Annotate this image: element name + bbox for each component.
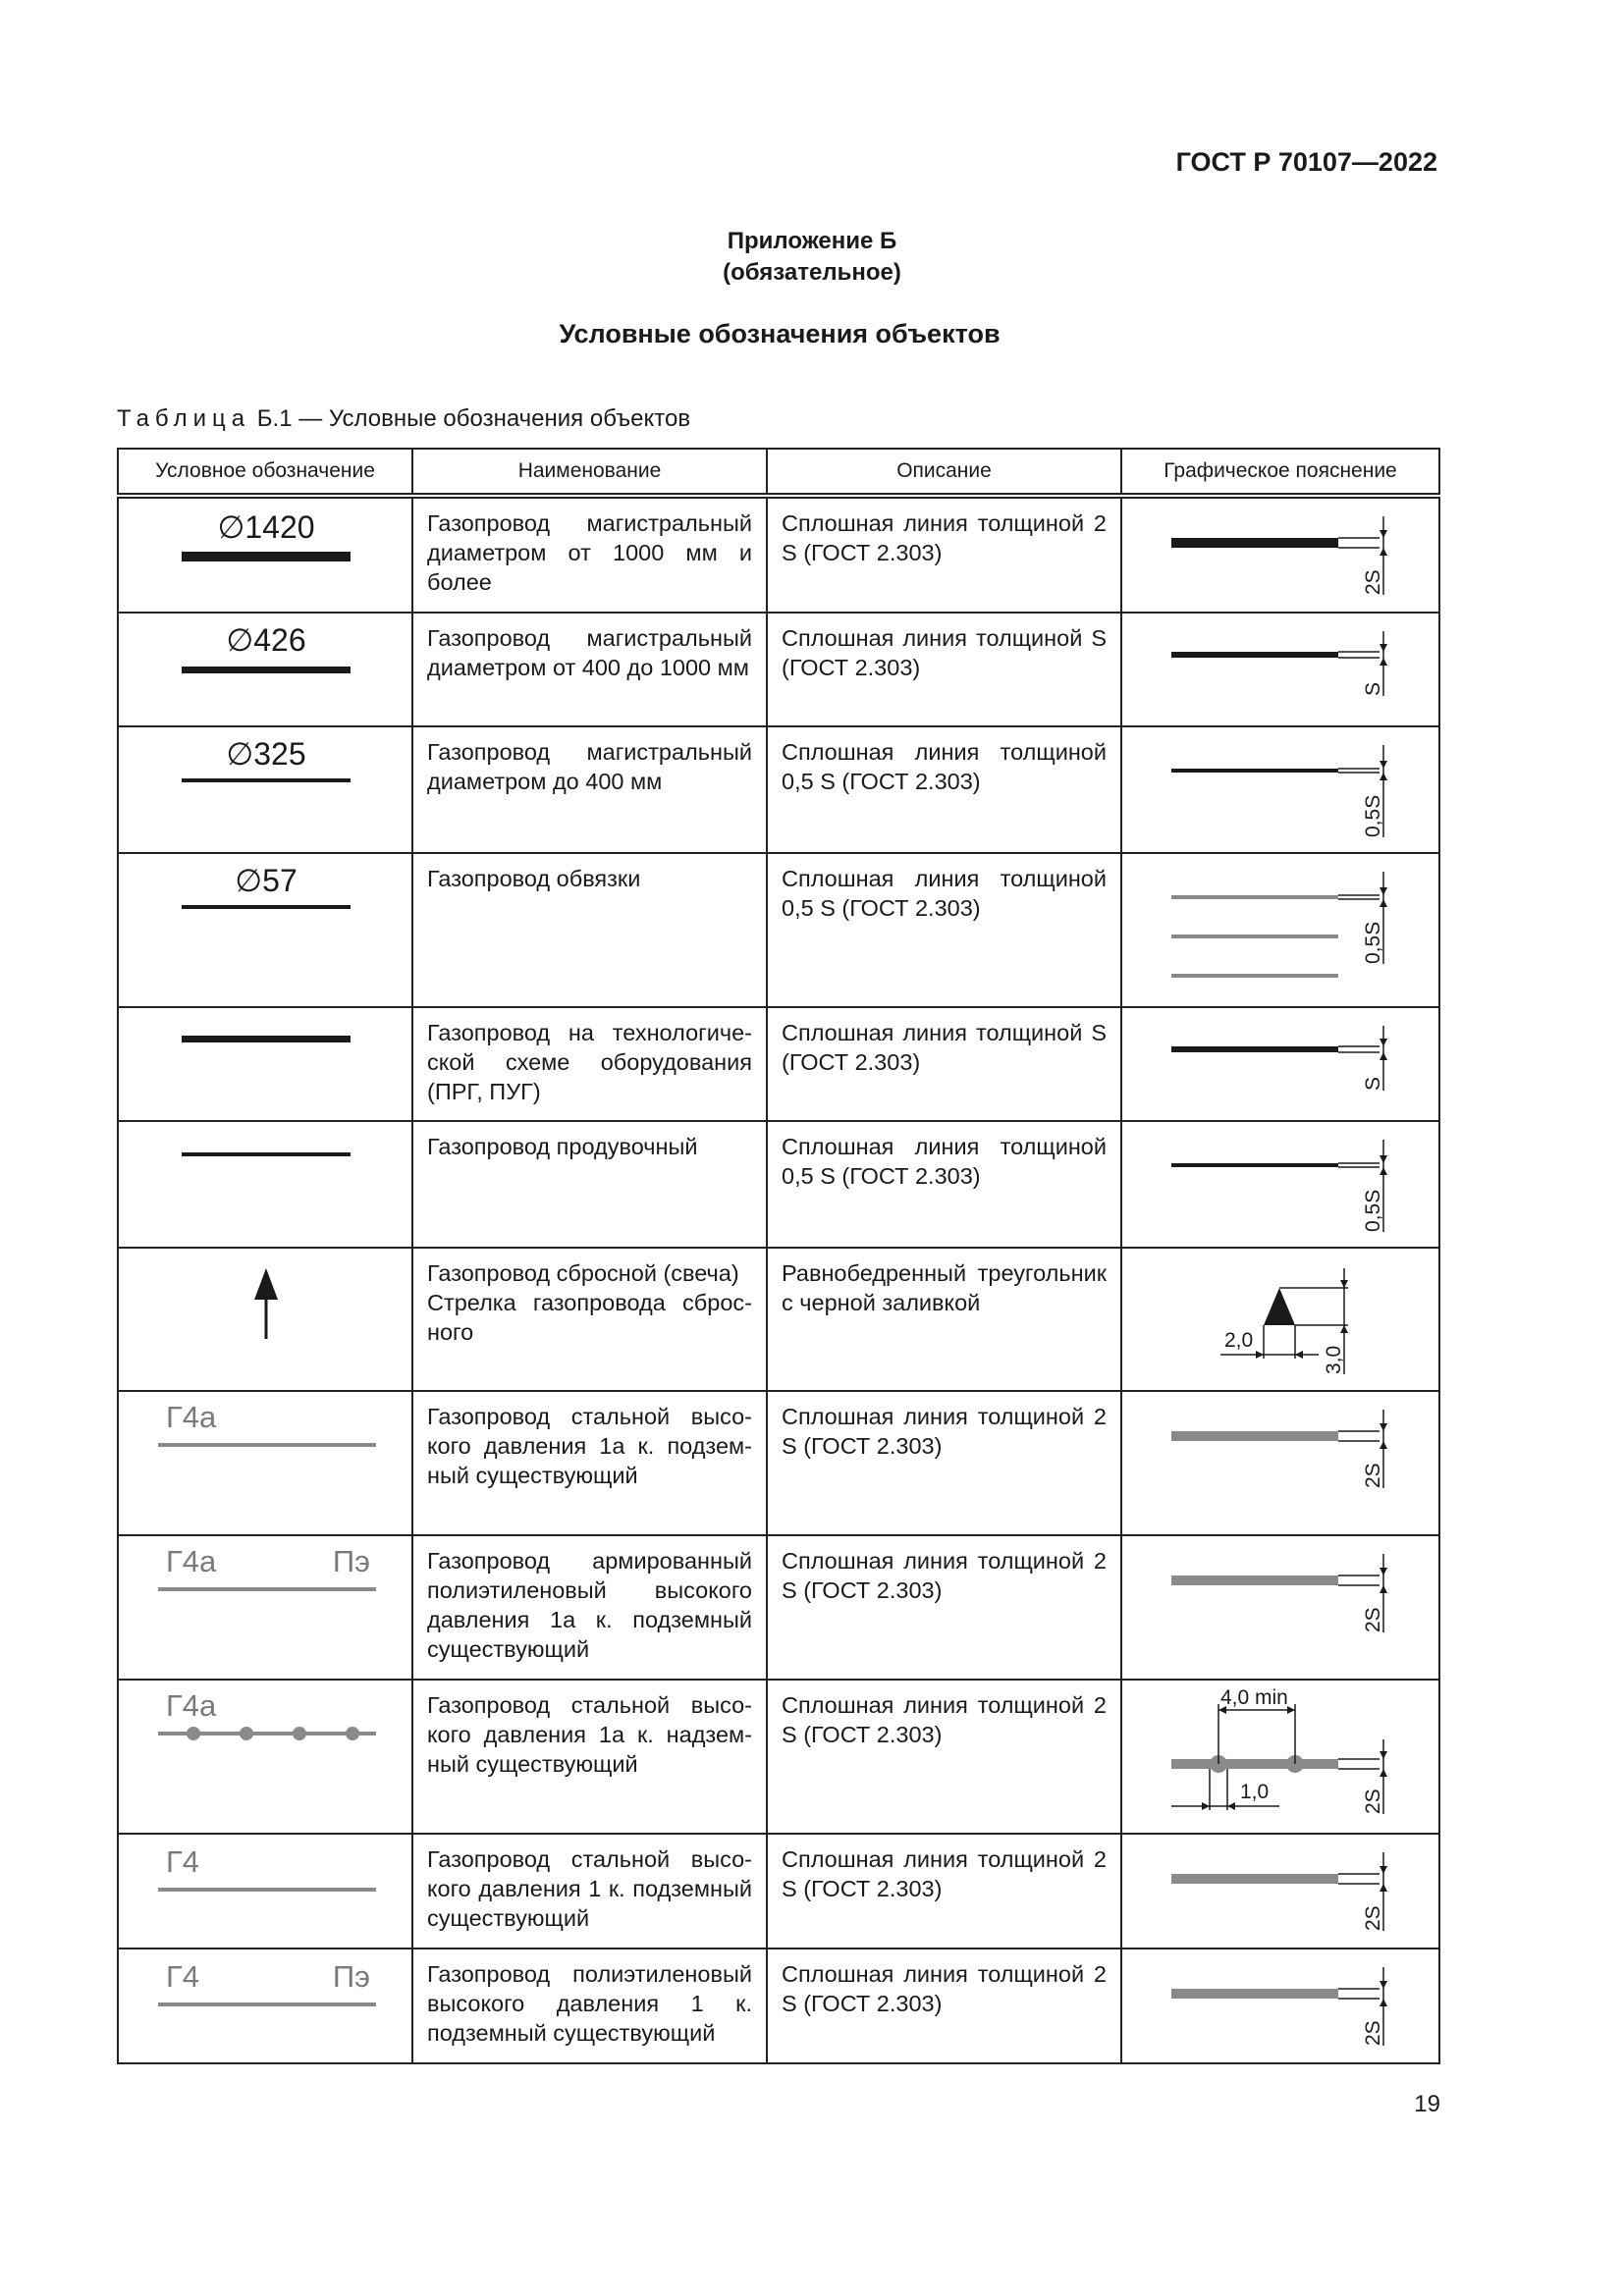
line-thickness-diagram — [1122, 1392, 1440, 1534]
line-thickness-diagram — [1122, 614, 1440, 725]
symbol-gray-line — [119, 1392, 413, 1534]
table-row — [118, 1949, 1439, 2063]
graphic-cell — [1121, 1248, 1439, 1391]
arrow-up-icon — [119, 1249, 413, 1390]
description-cell: Сплошная линия толщиной 2 S (ГОСТ 2.303) — [767, 1680, 1121, 1834]
symbol-gray-line — [119, 1835, 413, 1948]
name-cell: Газопровод продувочный — [412, 1121, 767, 1248]
name-text: Газопровод сбросной (свеча) — [427, 1260, 739, 1286]
table-caption-text: Б.1 — Условные обозначения объектов — [256, 405, 691, 432]
symbol-thick-line — [119, 499, 413, 612]
name-cell: Газопровод стальной высокого давления 1а к. подземный существующий — [412, 1391, 767, 1535]
table-row — [118, 1248, 1439, 1391]
table-caption — [117, 405, 690, 433]
symbol-label: Г4а — [166, 1400, 217, 1434]
graphic-cell — [1121, 1834, 1439, 1949]
description-cell: Сплошная линия толщиной S (ГОСТ 2.303) — [767, 1007, 1121, 1121]
symbol-label: ∅57 — [235, 863, 298, 898]
description-cell: Сплошная линия толщиной 2 S (ГОСТ 2.303) — [767, 1535, 1121, 1680]
line-thickness-diagram — [1122, 1122, 1440, 1247]
symbol-cell — [118, 1121, 412, 1248]
col-header-graphic: Графическое пояснение — [1121, 449, 1439, 496]
description-cell: Сплошная линия толщиной 2 S (ГОСТ 2.303) — [767, 1391, 1121, 1535]
symbol-thin-line — [119, 727, 413, 852]
table-row — [118, 496, 1439, 613]
name-extra-text: Стрелка газопровода сбросного — [427, 1290, 752, 1345]
document-id: ГОСТ Р 70107—2022 — [1175, 147, 1437, 177]
dimension-width-label: 2,0 — [1224, 1329, 1254, 1352]
dimension-label: 0,5S — [1362, 1189, 1384, 1232]
name-cell — [412, 1248, 767, 1391]
description-cell: Сплошная линия толщиной 2 S (ГОСТ 2.303) — [767, 496, 1121, 613]
symbol-cell — [118, 1680, 412, 1834]
symbol-cell — [118, 1834, 412, 1949]
table-row — [118, 1391, 1439, 1535]
dimension-label: 2S — [1362, 1789, 1384, 1814]
graphic-cell — [1121, 1949, 1439, 2063]
dimension-spacing-label: 4,0 min — [1220, 1686, 1288, 1709]
line-thickness-diagram — [1122, 854, 1440, 1006]
symbol-label: Г4 — [166, 1844, 200, 1879]
table-row — [118, 613, 1439, 726]
table-row — [118, 1834, 1439, 1949]
dimension-label: 2S — [1362, 2020, 1384, 2046]
symbol-medium-line — [119, 614, 413, 725]
dimension-label: S — [1362, 1076, 1384, 1091]
description-cell: Сплошная линия толщиной 2 S (ГОСТ 2.303) — [767, 1834, 1121, 1949]
graphic-cell — [1121, 1391, 1439, 1535]
graphic-cell — [1121, 1121, 1439, 1248]
symbol-cell — [118, 496, 412, 613]
symbol-cell — [118, 1007, 412, 1121]
symbol-thin-line — [119, 1122, 413, 1247]
table-caption-label: Таблица — [117, 405, 251, 432]
section-title: Условные обозначения объектов — [559, 319, 1001, 348]
triangle-dimension-diagram — [1122, 1249, 1440, 1390]
symbol-label: ∅1420 — [217, 509, 315, 545]
line-thickness-diagram — [1122, 1008, 1440, 1120]
table-row — [118, 1535, 1439, 1680]
graphic-cell — [1121, 496, 1439, 613]
dimension-label: 2S — [1362, 569, 1384, 595]
symbol-cell — [118, 1535, 412, 1680]
graphic-cell — [1121, 613, 1439, 726]
line-thickness-diagram — [1122, 499, 1440, 612]
table-header-row — [118, 449, 1439, 496]
col-header-symbol: Условное обозначение — [118, 449, 412, 496]
symbol-cell — [118, 1391, 412, 1535]
symbol-label: ∅325 — [226, 736, 306, 772]
appendix-status: (обязательное) — [723, 259, 901, 286]
description-cell: Сплошная линия толщиной 0,5 S (ГОСТ 2.303) — [767, 1121, 1121, 1248]
graphic-cell — [1121, 1007, 1439, 1121]
name-cell: Газопровод магистральный диаметром от 400 до 1000 мм — [412, 613, 767, 726]
symbol-label-right: Пэ — [332, 1544, 370, 1578]
dimension-height-label: 3,0 — [1323, 1345, 1345, 1374]
table-row — [118, 1007, 1439, 1121]
symbol-label: ∅426 — [226, 622, 306, 658]
description-cell: Сплошная линия толщиной 2 S (ГОСТ 2.303) — [767, 1949, 1121, 2063]
col-header-name: Наименование — [412, 449, 767, 496]
symbol-dotted-gray-line — [119, 1681, 413, 1833]
table-row — [118, 726, 1439, 853]
symbol-label: Г4а — [166, 1688, 217, 1723]
line-thickness-diagram — [1122, 727, 1440, 852]
description-cell: Сплошная линия толщиной 0,5 S (ГОСТ 2.303) — [767, 853, 1121, 1007]
symbol-cell — [118, 853, 412, 1007]
symbol-cell — [118, 613, 412, 726]
appendix-heading — [0, 226, 1624, 289]
symbol-cell — [118, 726, 412, 853]
name-cell: Газопровод стальной высокого давления 1 к. подземный существующий — [412, 1834, 767, 1949]
symbol-gray-line — [119, 1536, 413, 1679]
dimension-label: 2S — [1362, 1607, 1384, 1632]
graphic-cell — [1121, 1535, 1439, 1680]
symbol-cell — [118, 1248, 412, 1391]
symbol-gray-line — [119, 1949, 413, 2062]
table-row — [118, 1680, 1439, 1834]
dimension-label: 0,5S — [1362, 921, 1384, 964]
dotted-line-dimension-diagram — [1122, 1681, 1440, 1833]
dimension-label: S — [1362, 681, 1384, 696]
name-cell: Газопровод стальной высокого давления 1а к. надземный существующий — [412, 1680, 767, 1834]
table-row — [118, 853, 1439, 1007]
symbol-cell — [118, 1949, 412, 2063]
graphic-cell — [1121, 726, 1439, 853]
name-cell: Газопровод полиэтиленовый высокого давления 1 к. подземный существующий — [412, 1949, 767, 2063]
symbol-label-right: Пэ — [332, 1959, 370, 1994]
line-thickness-diagram — [1122, 1835, 1440, 1948]
symbols-table — [117, 448, 1440, 2064]
dimension-label: 0,5S — [1362, 794, 1384, 837]
description-cell: Сплошная линия толщиной S (ГОСТ 2.303) — [767, 613, 1121, 726]
appendix-title: Приложение Б — [727, 228, 897, 254]
description-cell: Сплошная линия толщиной 0,5 S (ГОСТ 2.303) — [767, 726, 1121, 853]
dimension-label: 2S — [1362, 1905, 1384, 1931]
name-cell: Газопровод обвязки — [412, 853, 767, 1007]
col-header-description: Описание — [767, 449, 1121, 496]
name-cell: Газопровод магистральный диаметром от 1000 мм и более — [412, 496, 767, 613]
name-cell: Газопровод армированный полиэтиленовый высокого давления 1а к. подземный существующий — [412, 1535, 767, 1680]
symbol-label: Г4 — [166, 1959, 200, 1994]
symbol-thin-line — [119, 854, 413, 1006]
name-cell: Газопровод на технологической схеме оборудования (ПРГ, ПУГ) — [412, 1007, 767, 1121]
description-cell: Равнобедренный треугольник с черной заливкой — [767, 1248, 1121, 1391]
line-thickness-diagram — [1122, 1536, 1440, 1679]
graphic-cell — [1121, 853, 1439, 1007]
line-thickness-diagram — [1122, 1949, 1440, 2062]
dimension-label: 2S — [1362, 1463, 1384, 1488]
dimension-dot-label: 1,0 — [1240, 1781, 1270, 1803]
graphic-cell — [1121, 1680, 1439, 1834]
page-number: 19 — [1414, 2091, 1440, 2117]
symbol-label: Г4а — [166, 1544, 217, 1578]
table-row — [118, 1121, 1439, 1248]
symbol-medium-line — [119, 1008, 413, 1120]
name-cell: Газопровод магистральный диаметром до 400 мм — [412, 726, 767, 853]
